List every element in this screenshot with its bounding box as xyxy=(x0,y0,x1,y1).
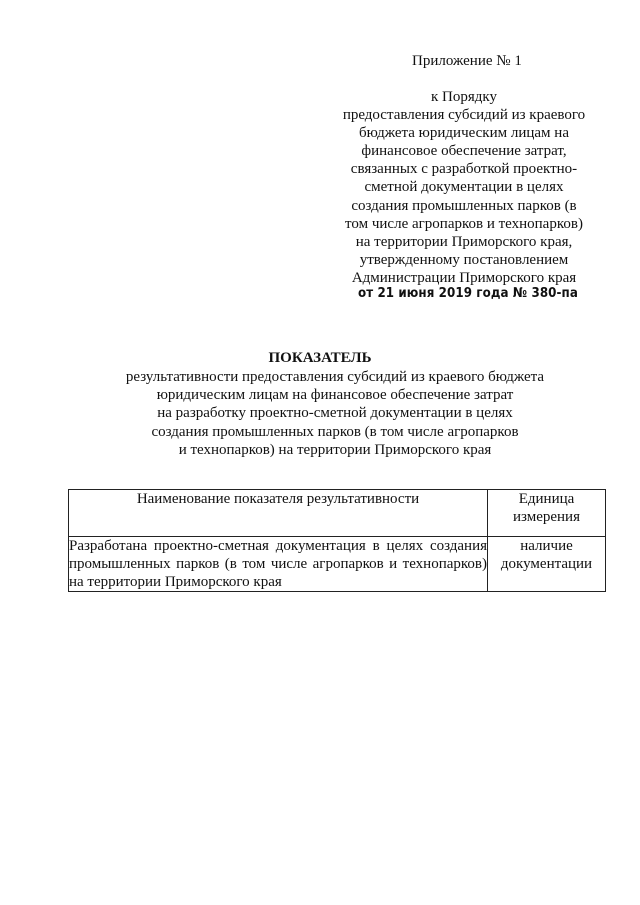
document-title: ПОКАЗАТЕЛЬ xyxy=(268,350,372,366)
appendix-line: финансовое обеспечение затрат, xyxy=(361,143,567,160)
appendix-reference xyxy=(328,88,600,287)
subtitle-line: и технопарков) на территории Приморского края xyxy=(178,441,492,458)
appendix-line: утвержденному постановлением xyxy=(359,251,569,268)
appendix-line: сметной документации в целях xyxy=(364,179,564,196)
subtitle-line: результативности предоставления субсидий из краевого бюджета xyxy=(125,369,545,385)
indicators-table xyxy=(68,489,606,592)
decree-date-stamp: от 21 июня 2019 года № 380-па xyxy=(358,285,578,301)
appendix-line: связанных с разработкой проектно- xyxy=(350,161,578,178)
subtitle-line: на разработку проектно-сметной документации в целях xyxy=(157,405,513,422)
indicator-unit-cell: наличие документации xyxy=(488,537,606,592)
header-indicator-name: Наименование показателя результативности xyxy=(69,490,488,537)
table-header-row xyxy=(69,490,606,537)
appendix-line: к Порядку xyxy=(431,89,497,105)
indicator-name-cell: Разработана проектно-сметная документация в целях создания промышленных парков (в том числе агропарков и технопарков) на территории Приморского края xyxy=(69,538,487,590)
subtitle-line: юридическим лицам на финансовое обеспечение затрат xyxy=(156,387,514,404)
appendix-line: Администрации Приморского края xyxy=(351,269,577,286)
appendix-line: создания промышленных парков (в xyxy=(351,197,577,214)
subtitle-line: создания промышленных парков (в том числе агропарков xyxy=(151,423,519,440)
appendix-line: том числе агропарков и технопарков) xyxy=(345,215,583,232)
header-unit: Единица измерения xyxy=(488,490,606,537)
appendix-line: бюджета юридическим лицам на xyxy=(359,125,569,142)
table-row xyxy=(69,537,606,592)
appendix-title: Приложение № 1 xyxy=(412,53,522,69)
appendix-line: предоставления субсидий из краевого xyxy=(342,107,586,124)
document-subtitle xyxy=(60,368,610,459)
appendix-line: на территории Приморского края, xyxy=(355,233,573,250)
